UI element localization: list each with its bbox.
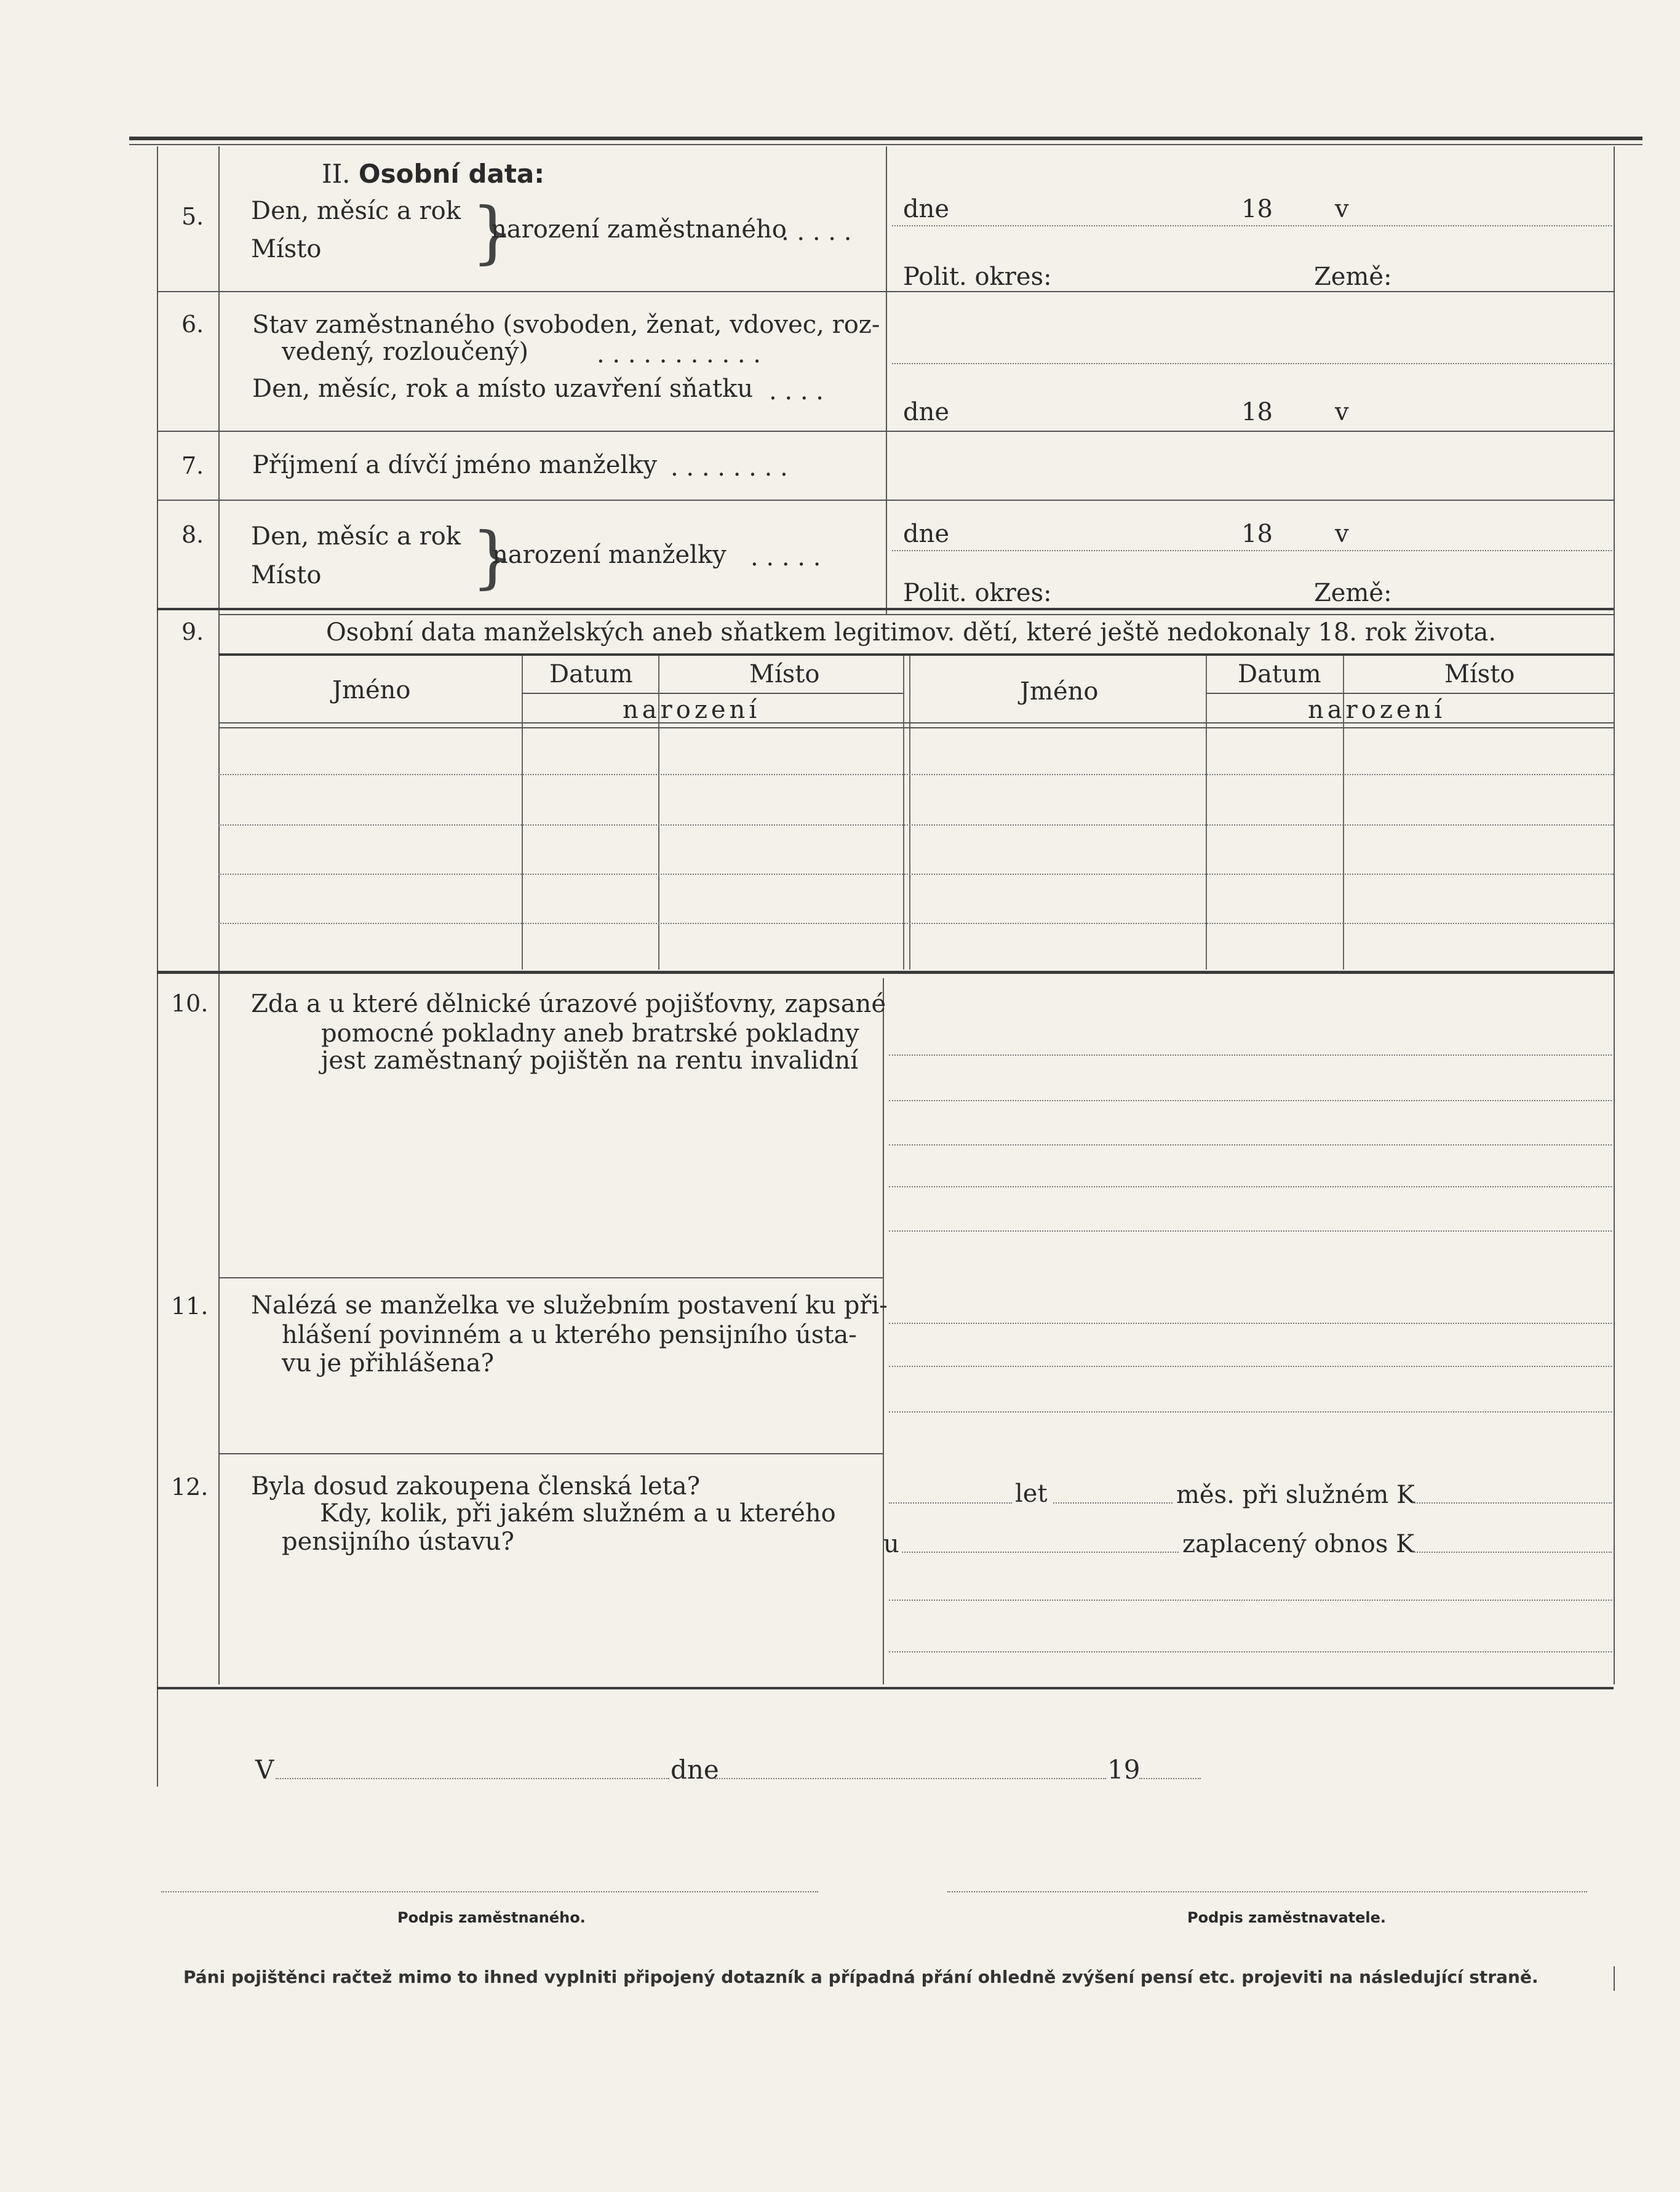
- footer-date-line[interactable]: [715, 1778, 1106, 1779]
- row-7-bottom: [157, 500, 1614, 501]
- row-12-fill-g[interactable]: [889, 1651, 1612, 1652]
- row-7-line1: Příjmení a dívčí jméno manželky: [252, 451, 658, 479]
- row-5-year: 18: [1241, 195, 1273, 223]
- row-8-okres: Polit. okres:: [903, 579, 1052, 607]
- row-8-zeme: Země:: [1314, 579, 1392, 607]
- ct-birth-left: narození: [623, 696, 761, 724]
- row-6-line3: Den, měsíc, rok a místo uzavření sňatku: [252, 375, 754, 403]
- row-8-dots: . . . . .: [750, 543, 821, 572]
- footer-sig-employer: Podpis zaměstnavatele.: [1187, 1909, 1387, 1926]
- row-6-line2-dots: . . . . . . . . . . .: [597, 340, 762, 369]
- ct-date-left: Datum: [549, 660, 633, 688]
- row-5-bottom: [157, 291, 1614, 292]
- row-12-number: 12.: [171, 1473, 209, 1501]
- row-5-line1: Den, měsíc a rok: [251, 197, 461, 225]
- row-6-v: v: [1335, 398, 1349, 426]
- footer-v: V: [255, 1755, 274, 1785]
- row-12-mes: měs. při služném K: [1176, 1481, 1415, 1509]
- row-12-fill-e[interactable]: [1412, 1552, 1612, 1553]
- row-5-okres: Polit. okres:: [903, 263, 1052, 291]
- row-8-line1: Den, měsíc a rok: [251, 522, 461, 551]
- ct-row-line-2[interactable]: [218, 824, 1614, 826]
- ct-name-left: Jméno: [332, 676, 411, 704]
- row-12-fill-d[interactable]: [902, 1552, 1179, 1553]
- footer-right-tick: [1614, 1966, 1615, 1991]
- row-12-fill-a[interactable]: [889, 1502, 1012, 1504]
- row-8-bottom: [157, 608, 1614, 610]
- row-8-bottom-2: [218, 614, 1614, 615]
- row-12-bottom: [157, 1687, 1614, 1689]
- row-10-fill-3[interactable]: [889, 1144, 1612, 1146]
- top-rule-thin: [129, 144, 1642, 145]
- ct-date-right: Datum: [1238, 660, 1321, 688]
- row-5-v: v: [1335, 195, 1349, 223]
- row-8-v: v: [1335, 520, 1349, 548]
- row-8-line2: Místo: [251, 561, 322, 589]
- row-12-u: u: [883, 1530, 899, 1558]
- row-5-zeme: Země:: [1314, 263, 1392, 291]
- ct-birth-right: narození: [1308, 696, 1446, 724]
- footer-sig-employee: Podpis zaměstnaného.: [397, 1909, 586, 1926]
- row-5-line2: Místo: [251, 235, 322, 263]
- ct-row-line-1[interactable]: [218, 774, 1614, 775]
- ct-row-line-4[interactable]: [218, 923, 1614, 924]
- row-10-bottom: [218, 1277, 883, 1278]
- section-title-prefix: II.: [322, 159, 351, 189]
- row-6-year: 18: [1241, 398, 1273, 426]
- row-11-fill-1[interactable]: [889, 1323, 1612, 1324]
- ct-head-bottom-2: [218, 727, 1614, 728]
- row-7-number: 7.: [181, 452, 204, 479]
- row-5-dots: . . . . .: [781, 218, 852, 246]
- row-6-line1: Stav zaměstnaného (svoboden, ženat, vdovec, roz-: [252, 311, 880, 339]
- row-10-fill-4[interactable]: [889, 1186, 1612, 1187]
- row-12-fill-f[interactable]: [889, 1600, 1612, 1601]
- row-6-fill-line[interactable]: [892, 363, 1612, 364]
- footer-sig-employer-line[interactable]: [947, 1891, 1587, 1892]
- row-11-fill-3[interactable]: [889, 1411, 1612, 1413]
- row-7-dots: . . . . . . . .: [671, 453, 788, 482]
- top-rule: [129, 137, 1642, 140]
- row-12-let: let: [1015, 1480, 1048, 1508]
- footer-sig-employee-line[interactable]: [161, 1891, 818, 1892]
- row-10-fill-1[interactable]: [889, 1054, 1612, 1056]
- row-10-line3: jest zaměstnaný pojištěn na rentu invalidní: [321, 1046, 859, 1075]
- footer-place-line[interactable]: [276, 1778, 669, 1779]
- footer-year: 19: [1107, 1755, 1141, 1785]
- row-9-bottom: [157, 971, 1614, 974]
- row-12-obnos: zaplacený obnos K: [1182, 1530, 1414, 1558]
- ct-sub-left: [522, 693, 903, 694]
- row-11-line1: Nalézá se manželka ve služebním postavení ku při-: [251, 1291, 888, 1320]
- frame-left: [157, 146, 158, 1787]
- row-8-dne: dne: [903, 520, 950, 548]
- row-6-dne: dne: [903, 398, 950, 426]
- section-title: [322, 161, 544, 187]
- row-5-dne: dne: [903, 195, 950, 223]
- footer-note: Páni pojištěnci račtež mimo to ihned vyplniti připojený dotazník a případná přání ohledně zvýšení pensí etc. projeviti na následující straně.: [183, 1967, 1539, 1987]
- row-12-fill-b[interactable]: [1053, 1502, 1172, 1504]
- row-6-bottom: [157, 431, 1614, 432]
- row-10-line1: Zda a u které dělnické úrazové pojišťovny, zapsané: [251, 990, 886, 1018]
- section-title-text: Osobní data:: [358, 159, 545, 189]
- row-12-line2: Kdy, kolik, při jakém služném a u kterého: [320, 1499, 836, 1528]
- row-5-brace-label: narození zaměstnaného: [491, 215, 787, 244]
- row-10-fill-2[interactable]: [889, 1100, 1612, 1101]
- row-8-brace: }: [471, 517, 514, 596]
- row-8-fill-line[interactable]: [892, 550, 1612, 551]
- ct-place-right: Místo: [1444, 660, 1515, 688]
- row-11-line2: hlášení povinném a u kterého pensijního ústa-: [282, 1321, 857, 1349]
- row-5-fill-line[interactable]: [892, 225, 1612, 226]
- row-11-bottom: [218, 1453, 883, 1454]
- row-5-number: 5.: [181, 203, 204, 230]
- row-6-number: 6.: [181, 311, 204, 338]
- row-10-line2: pomocné pokladny aneb bratrské pokladny: [321, 1019, 859, 1048]
- row-9-title: Osobní data manželských aneb sňatkem legitimov. dětí, které ještě nedokonaly 18. rok života.: [326, 618, 1497, 647]
- frame-right: [1614, 146, 1615, 1684]
- row-6-line3-dots: . . . .: [769, 377, 824, 405]
- row-5-brace: }: [471, 193, 514, 271]
- row-11-number: 11.: [171, 1293, 209, 1320]
- ct-head-bottom: [218, 722, 1614, 723]
- row-12-line1: Byla dosud zakoupena členská leta?: [251, 1472, 701, 1501]
- row-10-fill-5[interactable]: [889, 1230, 1612, 1232]
- row-9-number: 9.: [181, 618, 204, 645]
- row-12-fill-c[interactable]: [1412, 1502, 1612, 1504]
- row-11-fill-2[interactable]: [889, 1366, 1612, 1367]
- row-8-year: 18: [1241, 520, 1273, 548]
- row-6-line2: vedený, rozloučený): [282, 338, 528, 366]
- ct-row-line-3[interactable]: [218, 874, 1614, 875]
- row-10-number: 10.: [171, 990, 209, 1017]
- ct-sub-right: [1206, 693, 1614, 694]
- ct-name-right: Jméno: [1020, 677, 1099, 706]
- col-mid-lower: [883, 978, 884, 1684]
- row-9-title-bottom: [218, 653, 1614, 656]
- row-8-brace-label: narození manželky: [492, 541, 727, 569]
- footer-year-line[interactable]: [1139, 1778, 1201, 1779]
- col-mid: [886, 146, 887, 614]
- row-8-number: 8.: [181, 521, 204, 548]
- row-12-line3: pensijního ústavu?: [282, 1528, 514, 1556]
- ct-place-left: Místo: [749, 660, 820, 688]
- row-11-line3: vu je přihlášena?: [282, 1349, 495, 1377]
- footer-dne: dne: [671, 1755, 719, 1785]
